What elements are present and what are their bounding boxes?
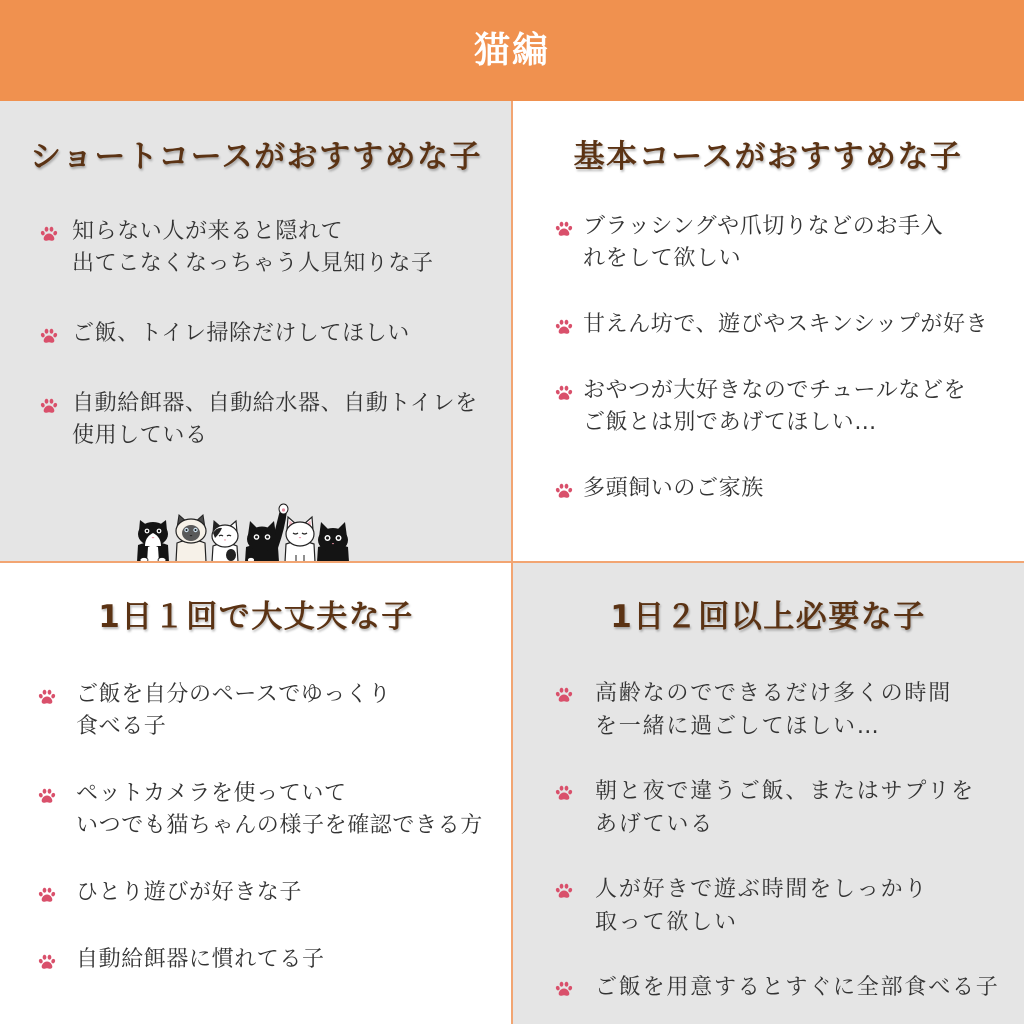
horizontal-divider: [0, 561, 1024, 563]
item-text: いつでも猫ちゃんの様子を確認できる方: [76, 813, 483, 838]
panel-title: 1日２回以上必要な子: [610, 599, 926, 635]
item-text: 食べる子: [76, 714, 167, 739]
item-text: あげている: [595, 812, 715, 837]
short-course-list: [40, 216, 478, 452]
basic-course-panel: [512, 101, 1024, 562]
list-item: [555, 473, 988, 505]
black-cat: [317, 522, 349, 562]
paw-icon: [38, 954, 56, 970]
item-text: ご飯を用意するとすぐに全部食べる子: [595, 975, 1000, 1000]
cats-illustration: [128, 500, 358, 562]
paw-icon: [40, 328, 58, 344]
item-text: 甘えん坊で、遊びやスキンシップが好き: [583, 312, 989, 337]
item-text: ペットカメラを使っていて: [76, 781, 347, 806]
item-text: 出てこなくなっちゃう人見知りな子: [72, 251, 434, 276]
panel-title: 1日１回で大丈夫な子: [98, 599, 414, 635]
once-a-day-list: [38, 679, 483, 976]
item-text: 知らない人が来ると隠れて: [72, 219, 344, 244]
basic-course-list: [555, 211, 988, 505]
list-item: [38, 944, 483, 976]
list-item: [40, 318, 478, 350]
paw-icon: [38, 788, 56, 804]
tuxedo-cat: [137, 520, 169, 562]
list-item: [555, 211, 988, 275]
list-item: [555, 971, 1000, 1004]
item-text: を一緒に過ごしてほしい…: [595, 714, 881, 739]
item-text: 取って欲しい: [595, 910, 738, 935]
list-item: [40, 388, 478, 452]
twice-a-day-list: [555, 677, 1000, 1004]
item-text: ひとり遊びが好きな子: [76, 880, 303, 905]
paw-icon: [40, 398, 58, 414]
white-cat: [285, 517, 315, 562]
list-item: [40, 216, 478, 280]
item-text: 朝と夜で違うご飯、またはサプリを: [595, 779, 975, 804]
paw-icon: [555, 785, 573, 801]
panel-title: ショートコースがおすすめな子: [30, 139, 482, 175]
list-item: [38, 877, 483, 909]
item-text: ご飯、トイレ掃除だけしてほしい: [72, 321, 410, 346]
item-text: ご飯とは別であげてほしい…: [583, 410, 877, 435]
once-a-day-panel: [0, 562, 512, 1024]
short-course-panel: [0, 101, 512, 562]
item-text: 人が好きで遊ぶ時間をしっかり: [595, 877, 929, 902]
item-text: ブラッシングや爪切りなどのお手入: [583, 214, 944, 239]
list-item: [555, 775, 1000, 841]
item-text: 自動給餌器に慣れてる子: [76, 947, 325, 972]
item-text: 自動給餌器、自動給水器、自動トイレを: [72, 391, 478, 416]
header-banner: [0, 0, 1024, 101]
paw-icon: [555, 981, 573, 997]
list-item: [555, 677, 1000, 743]
item-text: ご飯を自分のペースでゆっくり: [76, 682, 392, 707]
item-text: おやつが大好きなのでチュールなどを: [583, 378, 967, 403]
item-text: 高齢なのでできるだけ多くの時間: [595, 681, 953, 706]
paw-icon: [555, 483, 573, 499]
list-item: [38, 679, 483, 743]
twice-a-day-panel: [512, 562, 1024, 1024]
panel-title: 基本コースがおすすめな子: [573, 139, 963, 175]
paw-icon: [555, 319, 573, 335]
patched-cat: [212, 521, 238, 562]
paw-icon: [555, 385, 573, 401]
paw-icon: [555, 883, 573, 899]
paw-icon: [555, 687, 573, 703]
paw-icon: [555, 221, 573, 237]
item-text: 多頭飼いのご家族: [583, 476, 764, 501]
item-text: れをして欲しい: [583, 246, 742, 271]
list-item: [38, 778, 483, 842]
paw-icon: [38, 689, 56, 705]
waving-black-cat: [245, 504, 288, 562]
siamese-cat: [176, 515, 206, 562]
paw-icon: [38, 887, 56, 903]
list-item: [555, 375, 988, 439]
page-title: 猫編: [473, 29, 550, 71]
item-text: 使用している: [72, 423, 208, 448]
list-item: [555, 873, 1000, 939]
list-item: [555, 309, 988, 341]
paw-icon: [40, 226, 58, 242]
